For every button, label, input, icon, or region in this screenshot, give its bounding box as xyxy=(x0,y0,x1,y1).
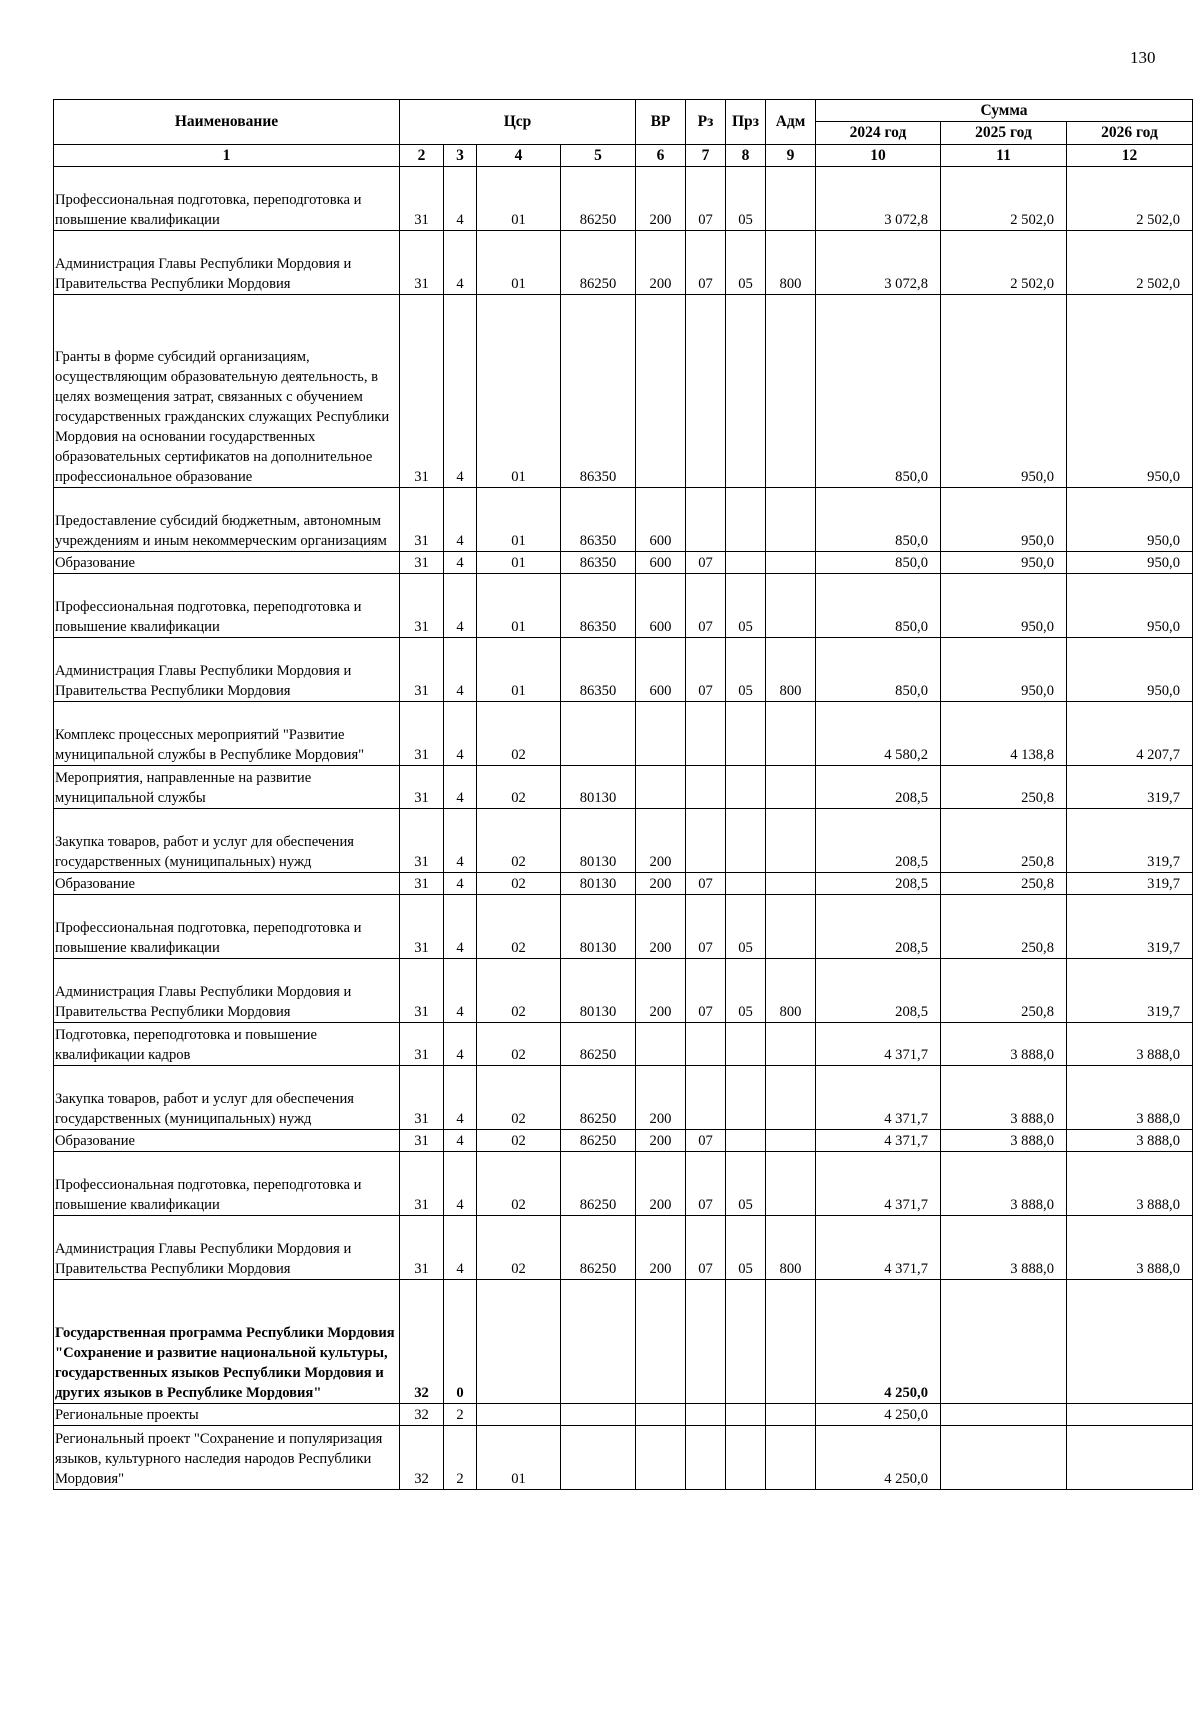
amount-2024: 850,0 xyxy=(816,295,941,488)
column-number: 11 xyxy=(941,145,1067,167)
rz-code xyxy=(686,1066,726,1130)
subprogram-code: 4 xyxy=(444,231,477,295)
subprogram-code: 4 xyxy=(444,1066,477,1130)
subprogram-code: 4 xyxy=(444,1130,477,1152)
program-code: 31 xyxy=(400,959,444,1023)
amount-2026: 950,0 xyxy=(1067,295,1193,488)
column-number: 3 xyxy=(444,145,477,167)
adm-code xyxy=(766,702,816,766)
column-number: 5 xyxy=(561,145,636,167)
subprogram-code: 4 xyxy=(444,1023,477,1066)
vr-code: 200 xyxy=(636,167,686,231)
header-sum: Сумма xyxy=(816,100,1193,122)
adm-code xyxy=(766,809,816,873)
rz-code: 07 xyxy=(686,1216,726,1280)
amount-2024: 4 250,0 xyxy=(816,1404,941,1426)
subprogram-code: 0 xyxy=(444,1280,477,1404)
amount-2024: 208,5 xyxy=(816,873,941,895)
amount-2026: 319,7 xyxy=(1067,809,1193,873)
amount-2025 xyxy=(941,1280,1067,1404)
header-rz: Рз xyxy=(686,100,726,145)
amount-2024: 850,0 xyxy=(816,552,941,574)
vr-code: 200 xyxy=(636,959,686,1023)
adm-code xyxy=(766,488,816,552)
amount-2024: 3 072,8 xyxy=(816,231,941,295)
amount-2026: 4 207,7 xyxy=(1067,702,1193,766)
subprogram-code: 2 xyxy=(444,1426,477,1490)
amount-2026: 319,7 xyxy=(1067,873,1193,895)
prz-code: 05 xyxy=(726,574,766,638)
table-row xyxy=(54,809,1193,873)
amount-2025: 3 888,0 xyxy=(941,1152,1067,1216)
vr-code: 200 xyxy=(636,809,686,873)
subprogram-code: 4 xyxy=(444,1216,477,1280)
direction-code: 86350 xyxy=(561,552,636,574)
direction-code: 80130 xyxy=(561,873,636,895)
group-code: 02 xyxy=(477,702,561,766)
row-name: Мероприятия, направленные на развитие муниципальной службы xyxy=(54,766,400,809)
prz-code xyxy=(726,809,766,873)
group-code: 01 xyxy=(477,552,561,574)
amount-2025: 250,8 xyxy=(941,766,1067,809)
amount-2026: 319,7 xyxy=(1067,895,1193,959)
amount-2025: 250,8 xyxy=(941,809,1067,873)
vr-code: 600 xyxy=(636,488,686,552)
direction-code xyxy=(561,1404,636,1426)
vr-code xyxy=(636,1426,686,1490)
amount-2025: 3 888,0 xyxy=(941,1023,1067,1066)
rz-code: 07 xyxy=(686,638,726,702)
direction-code xyxy=(561,1280,636,1404)
row-name: Профессиональная подготовка, переподготовка и повышение квалификации xyxy=(54,574,400,638)
amount-2026: 950,0 xyxy=(1067,488,1193,552)
amount-2025: 250,8 xyxy=(941,895,1067,959)
program-code: 31 xyxy=(400,809,444,873)
prz-code xyxy=(726,1404,766,1426)
program-code: 31 xyxy=(400,1216,444,1280)
row-name: Профессиональная подготовка, переподготовка и повышение квалификации xyxy=(54,167,400,231)
row-name: Администрация Главы Республики Мордовия и Правительства Республики Мордовия xyxy=(54,959,400,1023)
row-name: Региональный проект "Сохранение и популяризация языков, культурного наследия народов Республики Мордовия" xyxy=(54,1426,400,1490)
table-row xyxy=(54,231,1193,295)
direction-code: 86350 xyxy=(561,638,636,702)
direction-code: 86250 xyxy=(561,167,636,231)
header-vr: ВР xyxy=(636,100,686,145)
group-code: 02 xyxy=(477,1066,561,1130)
header-csr: Цср xyxy=(400,100,636,145)
vr-code xyxy=(636,1280,686,1404)
prz-code: 05 xyxy=(726,638,766,702)
row-name: Закупка товаров, работ и услуг для обеспечения государственных (муниципальных) нужд xyxy=(54,809,400,873)
column-number: 8 xyxy=(726,145,766,167)
amount-2025: 2 502,0 xyxy=(941,231,1067,295)
header-year-2024: 2024 год xyxy=(816,122,941,145)
amount-2026: 2 502,0 xyxy=(1067,231,1193,295)
column-number: 1 xyxy=(54,145,400,167)
vr-code: 600 xyxy=(636,638,686,702)
table-row xyxy=(54,552,1193,574)
row-name: Администрация Главы Республики Мордовия и Правительства Республики Мордовия xyxy=(54,1216,400,1280)
prz-code xyxy=(726,702,766,766)
amount-2024: 208,5 xyxy=(816,766,941,809)
adm-code: 800 xyxy=(766,1216,816,1280)
prz-code: 05 xyxy=(726,1152,766,1216)
subprogram-code: 4 xyxy=(444,167,477,231)
column-number: 12 xyxy=(1067,145,1193,167)
amount-2025: 950,0 xyxy=(941,552,1067,574)
amount-2024: 850,0 xyxy=(816,638,941,702)
rz-code xyxy=(686,1426,726,1490)
prz-code: 05 xyxy=(726,231,766,295)
adm-code xyxy=(766,1280,816,1404)
group-code: 01 xyxy=(477,488,561,552)
header-name: Наименование xyxy=(54,100,400,145)
amount-2026: 3 888,0 xyxy=(1067,1130,1193,1152)
adm-code xyxy=(766,766,816,809)
rz-code xyxy=(686,1023,726,1066)
amount-2025: 4 138,8 xyxy=(941,702,1067,766)
prz-code: 05 xyxy=(726,895,766,959)
rz-code xyxy=(686,488,726,552)
program-code: 31 xyxy=(400,1130,444,1152)
prz-code: 05 xyxy=(726,1216,766,1280)
row-name: Образование xyxy=(54,873,400,895)
group-code: 02 xyxy=(477,1023,561,1066)
adm-code xyxy=(766,167,816,231)
amount-2025 xyxy=(941,1404,1067,1426)
prz-code xyxy=(726,1066,766,1130)
amount-2025: 250,8 xyxy=(941,873,1067,895)
rz-code xyxy=(686,295,726,488)
rz-code: 07 xyxy=(686,873,726,895)
subprogram-code: 4 xyxy=(444,295,477,488)
direction-code: 86350 xyxy=(561,295,636,488)
amount-2025: 950,0 xyxy=(941,295,1067,488)
group-code: 01 xyxy=(477,167,561,231)
subprogram-code: 4 xyxy=(444,809,477,873)
group-code xyxy=(477,1404,561,1426)
amount-2024: 208,5 xyxy=(816,895,941,959)
prz-code xyxy=(726,1023,766,1066)
amount-2026 xyxy=(1067,1280,1193,1404)
row-name: Образование xyxy=(54,1130,400,1152)
table-row xyxy=(54,1404,1193,1426)
rz-code xyxy=(686,809,726,873)
column-number: 4 xyxy=(477,145,561,167)
program-code: 31 xyxy=(400,231,444,295)
rz-code: 07 xyxy=(686,959,726,1023)
direction-code: 80130 xyxy=(561,766,636,809)
row-name: Подготовка, переподготовка и повышение квалификации кадров xyxy=(54,1023,400,1066)
rz-code: 07 xyxy=(686,1130,726,1152)
table-row xyxy=(54,1426,1193,1490)
prz-code xyxy=(726,1426,766,1490)
row-name: Комплекс процессных мероприятий "Развитие муниципальной службы в Республике Мордовия" xyxy=(54,702,400,766)
vr-code: 600 xyxy=(636,552,686,574)
program-code: 31 xyxy=(400,167,444,231)
table-row xyxy=(54,702,1193,766)
amount-2024: 850,0 xyxy=(816,488,941,552)
amount-2024: 4 371,7 xyxy=(816,1152,941,1216)
page-number: 130 xyxy=(1130,48,1156,67)
amount-2024: 4 250,0 xyxy=(816,1280,941,1404)
subprogram-code: 4 xyxy=(444,895,477,959)
amount-2024: 4 371,7 xyxy=(816,1023,941,1066)
program-code: 31 xyxy=(400,1152,444,1216)
amount-2025: 250,8 xyxy=(941,959,1067,1023)
program-code: 31 xyxy=(400,1023,444,1066)
vr-code: 200 xyxy=(636,231,686,295)
adm-code xyxy=(766,1130,816,1152)
adm-code xyxy=(766,873,816,895)
group-code: 01 xyxy=(477,231,561,295)
amount-2026: 950,0 xyxy=(1067,574,1193,638)
adm-code xyxy=(766,574,816,638)
program-code: 31 xyxy=(400,702,444,766)
subprogram-code: 4 xyxy=(444,638,477,702)
program-code: 31 xyxy=(400,873,444,895)
subprogram-code: 4 xyxy=(444,959,477,1023)
table-row xyxy=(54,1280,1193,1404)
program-code: 31 xyxy=(400,552,444,574)
subprogram-code: 4 xyxy=(444,702,477,766)
table-row xyxy=(54,873,1193,895)
rz-code xyxy=(686,702,726,766)
adm-code: 800 xyxy=(766,959,816,1023)
group-code xyxy=(477,1280,561,1404)
amount-2026 xyxy=(1067,1404,1193,1426)
adm-code: 800 xyxy=(766,231,816,295)
group-code: 02 xyxy=(477,1152,561,1216)
group-code: 01 xyxy=(477,1426,561,1490)
program-code: 31 xyxy=(400,295,444,488)
program-code: 32 xyxy=(400,1404,444,1426)
amount-2024: 4 371,7 xyxy=(816,1130,941,1152)
rz-code: 07 xyxy=(686,1152,726,1216)
header-adm: Адм xyxy=(766,100,816,145)
column-number: 7 xyxy=(686,145,726,167)
program-code: 31 xyxy=(400,766,444,809)
direction-code: 86250 xyxy=(561,1066,636,1130)
amount-2026: 3 888,0 xyxy=(1067,1066,1193,1130)
subprogram-code: 2 xyxy=(444,1404,477,1426)
prz-code: 05 xyxy=(726,167,766,231)
table-row xyxy=(54,1066,1193,1130)
adm-code xyxy=(766,1426,816,1490)
amount-2026: 3 888,0 xyxy=(1067,1152,1193,1216)
rz-code: 07 xyxy=(686,167,726,231)
amount-2024: 4 250,0 xyxy=(816,1426,941,1490)
adm-code xyxy=(766,1066,816,1130)
amount-2025: 2 502,0 xyxy=(941,167,1067,231)
row-name: Государственная программа Республики Мордовия "Сохранение и развитие национальной культуры, государственных языков Республики Мордовия и других языков в Республике Мордовия" xyxy=(54,1280,400,1404)
table-row xyxy=(54,766,1193,809)
group-code: 01 xyxy=(477,574,561,638)
vr-code: 200 xyxy=(636,1066,686,1130)
group-code: 02 xyxy=(477,1130,561,1152)
program-code: 31 xyxy=(400,1066,444,1130)
subprogram-code: 4 xyxy=(444,574,477,638)
rz-code xyxy=(686,1280,726,1404)
amount-2024: 208,5 xyxy=(816,959,941,1023)
prz-code xyxy=(726,552,766,574)
group-code: 02 xyxy=(477,959,561,1023)
amount-2024: 4 371,7 xyxy=(816,1216,941,1280)
vr-code: 200 xyxy=(636,895,686,959)
amount-2026: 3 888,0 xyxy=(1067,1023,1193,1066)
table-row xyxy=(54,167,1193,231)
amount-2024: 208,5 xyxy=(816,809,941,873)
adm-code xyxy=(766,295,816,488)
subprogram-code: 4 xyxy=(444,1152,477,1216)
column-number: 10 xyxy=(816,145,941,167)
amount-2025: 3 888,0 xyxy=(941,1130,1067,1152)
program-code: 32 xyxy=(400,1280,444,1404)
prz-code: 05 xyxy=(726,959,766,1023)
direction-code: 80130 xyxy=(561,959,636,1023)
prz-code xyxy=(726,873,766,895)
vr-code xyxy=(636,702,686,766)
direction-code: 86250 xyxy=(561,231,636,295)
table-row xyxy=(54,574,1193,638)
group-code: 02 xyxy=(477,1216,561,1280)
program-code: 31 xyxy=(400,895,444,959)
group-code: 02 xyxy=(477,766,561,809)
amount-2025: 3 888,0 xyxy=(941,1216,1067,1280)
budget-table xyxy=(53,99,1193,1490)
rz-code: 07 xyxy=(686,574,726,638)
rz-code: 07 xyxy=(686,552,726,574)
adm-code xyxy=(766,1152,816,1216)
adm-code xyxy=(766,1404,816,1426)
subprogram-code: 4 xyxy=(444,552,477,574)
direction-code: 80130 xyxy=(561,895,636,959)
rz-code xyxy=(686,1404,726,1426)
direction-code xyxy=(561,702,636,766)
column-number: 6 xyxy=(636,145,686,167)
amount-2025: 950,0 xyxy=(941,488,1067,552)
subprogram-code: 4 xyxy=(444,873,477,895)
amount-2026: 950,0 xyxy=(1067,552,1193,574)
direction-code: 86350 xyxy=(561,574,636,638)
row-name: Образование xyxy=(54,552,400,574)
table-row xyxy=(54,295,1193,488)
vr-code: 200 xyxy=(636,1216,686,1280)
adm-code xyxy=(766,552,816,574)
table-row xyxy=(54,959,1193,1023)
adm-code: 800 xyxy=(766,638,816,702)
amount-2026: 319,7 xyxy=(1067,766,1193,809)
program-code: 31 xyxy=(400,574,444,638)
prz-code xyxy=(726,1130,766,1152)
row-name: Профессиональная подготовка, переподготовка и повышение квалификации xyxy=(54,895,400,959)
header-year-2026: 2026 год xyxy=(1067,122,1193,145)
table-row xyxy=(54,895,1193,959)
amount-2025: 950,0 xyxy=(941,574,1067,638)
amount-2024: 4 580,2 xyxy=(816,702,941,766)
group-code: 02 xyxy=(477,809,561,873)
prz-code xyxy=(726,488,766,552)
amount-2026: 2 502,0 xyxy=(1067,167,1193,231)
vr-code: 200 xyxy=(636,1130,686,1152)
direction-code: 80130 xyxy=(561,809,636,873)
vr-code: 600 xyxy=(636,574,686,638)
row-name: Региональные проекты xyxy=(54,1404,400,1426)
amount-2025 xyxy=(941,1426,1067,1490)
amount-2026 xyxy=(1067,1426,1193,1490)
table-row xyxy=(54,1216,1193,1280)
rz-code xyxy=(686,766,726,809)
program-code: 31 xyxy=(400,488,444,552)
rz-code: 07 xyxy=(686,231,726,295)
row-name: Профессиональная подготовка, переподготовка и повышение квалификации xyxy=(54,1152,400,1216)
header-year-2025: 2025 год xyxy=(941,122,1067,145)
amount-2024: 850,0 xyxy=(816,574,941,638)
column-number: 2 xyxy=(400,145,444,167)
group-code: 01 xyxy=(477,638,561,702)
table-row xyxy=(54,1023,1193,1066)
table-row xyxy=(54,488,1193,552)
amount-2025: 950,0 xyxy=(941,638,1067,702)
group-code: 02 xyxy=(477,895,561,959)
direction-code: 86250 xyxy=(561,1152,636,1216)
subprogram-code: 4 xyxy=(444,488,477,552)
header-prz: Прз xyxy=(726,100,766,145)
group-code: 01 xyxy=(477,295,561,488)
subprogram-code: 4 xyxy=(444,766,477,809)
amount-2026: 319,7 xyxy=(1067,959,1193,1023)
row-name: Предоставление субсидий бюджетным, автономным учреждениям и иным некоммерческим организациям xyxy=(54,488,400,552)
row-name: Гранты в форме субсидий организациям, осуществляющим образовательную деятельность, в целях возмещения затрат, связанных с обучением государственных гражданских служащих Республики Мордовия на основании государственных образовательных сертификатов на дополнительное профессиональное образование xyxy=(54,295,400,488)
program-code: 32 xyxy=(400,1426,444,1490)
vr-code xyxy=(636,766,686,809)
vr-code xyxy=(636,1023,686,1066)
table-row xyxy=(54,638,1193,702)
adm-code xyxy=(766,1023,816,1066)
vr-code: 200 xyxy=(636,1152,686,1216)
amount-2024: 4 371,7 xyxy=(816,1066,941,1130)
prz-code xyxy=(726,1280,766,1404)
amount-2026: 950,0 xyxy=(1067,638,1193,702)
table-row xyxy=(54,1152,1193,1216)
group-code: 02 xyxy=(477,873,561,895)
vr-code xyxy=(636,295,686,488)
direction-code xyxy=(561,1426,636,1490)
rz-code: 07 xyxy=(686,895,726,959)
row-name: Администрация Главы Республики Мордовия и Правительства Республики Мордовия xyxy=(54,231,400,295)
adm-code xyxy=(766,895,816,959)
direction-code: 86350 xyxy=(561,488,636,552)
amount-2024: 3 072,8 xyxy=(816,167,941,231)
vr-code: 200 xyxy=(636,873,686,895)
direction-code: 86250 xyxy=(561,1023,636,1066)
prz-code xyxy=(726,766,766,809)
direction-code: 86250 xyxy=(561,1216,636,1280)
prz-code xyxy=(726,295,766,488)
amount-2025: 3 888,0 xyxy=(941,1066,1067,1130)
row-name: Закупка товаров, работ и услуг для обеспечения государственных (муниципальных) нужд xyxy=(54,1066,400,1130)
amount-2026: 3 888,0 xyxy=(1067,1216,1193,1280)
row-name: Администрация Главы Республики Мордовия и Правительства Республики Мордовия xyxy=(54,638,400,702)
column-number: 9 xyxy=(766,145,816,167)
program-code: 31 xyxy=(400,638,444,702)
table-row xyxy=(54,1130,1193,1152)
direction-code: 86250 xyxy=(561,1130,636,1152)
vr-code xyxy=(636,1404,686,1426)
